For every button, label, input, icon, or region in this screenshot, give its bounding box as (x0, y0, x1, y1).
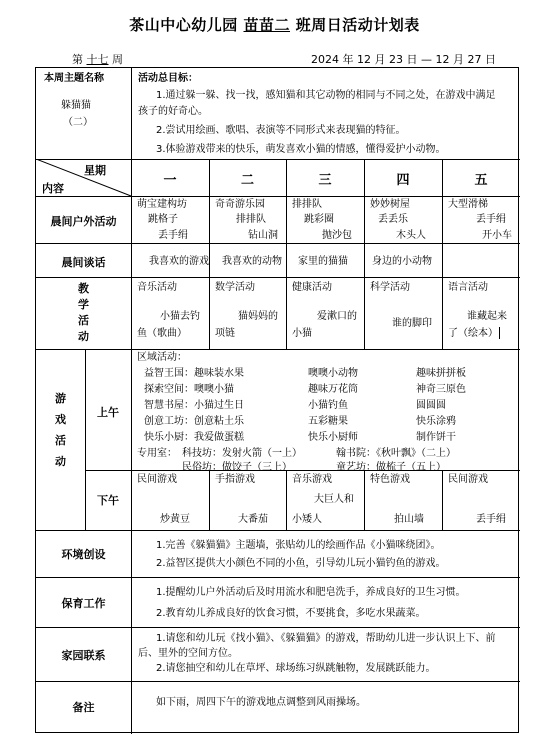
weekday-label: 星期 (84, 164, 106, 177)
morning-talk-label: 晨间谈话 (61, 256, 106, 269)
date-start: 2024 年 12 月 23 日 (311, 53, 418, 66)
outdoor-mon-game: 丢手绢 (158, 230, 188, 241)
outdoor-thu-game: 丢丢乐 (378, 214, 408, 225)
area-row-3-c: 圆圆圆 (416, 400, 446, 411)
care-label: 保育工作 (61, 597, 106, 610)
plan-table (35, 67, 519, 733)
area-row-5-c: 制作饼干 (416, 432, 456, 443)
theme-label: 本周主题名称 (44, 73, 104, 84)
area-row-2-a: 探索空间：噢噢小猫 (144, 384, 234, 395)
teaching-label-4: 动 (78, 330, 89, 343)
day-thu: 四 (396, 173, 410, 188)
week-prefix: 第 (72, 53, 87, 66)
teaching-fri-topic: 谁藏起来 (467, 311, 507, 322)
teaching-mon-topic: 鱼（歌曲） (137, 328, 187, 339)
outdoor-tue-game: 排排队 (236, 214, 266, 225)
area-row-1-a: 益智王国：趣味装水果 (144, 368, 244, 379)
pm-thu-game: 拍山墙 (394, 514, 424, 525)
teaching-tue-topic: 猫妈妈的 (238, 311, 278, 322)
title-suffix: 班周日活动计划表 (290, 16, 420, 34)
family-item: 1.请您和幼儿玩《找小猫》、《躲猫猫》的游戏，帮助幼儿进一步认识上下、前 (156, 633, 496, 644)
care-item: 2.教育幼儿养成良好的饮食习惯，不要挑食，多吃水果蔬菜。 (156, 608, 426, 619)
teaching-wed-topic: 爱漱口的 (317, 311, 357, 322)
day-fri: 五 (474, 173, 488, 188)
pm-tue-type: 手指游戏 (215, 474, 255, 485)
teaching-fri-topic: 了（绘本） (448, 328, 498, 339)
outdoor-thu-area: 妙妙树屋 (370, 199, 410, 210)
date-range (311, 51, 496, 67)
teaching-wed-topic: 小猫 (292, 328, 312, 339)
goals-label: 活动总目标： (138, 73, 198, 84)
area-row-1-c: 趣味拼拼板 (416, 368, 466, 379)
pm-label: 下午 (97, 494, 119, 507)
goal-item: 孩子的好奇心。 (138, 106, 208, 117)
area-row-5-a: 快乐小厨：我爱做蛋糕 (144, 432, 244, 443)
outdoor-fri-area: 大型滑梯 (448, 199, 488, 210)
games-label-2: 戏 (55, 413, 66, 426)
pm-thu-type: 特色游戏 (370, 474, 410, 485)
environment-item: 2.益智区提供大小颜色不同的小鱼，引导幼儿玩小猫钓鱼的游戏。 (156, 558, 446, 569)
outdoor-mon-game: 跳格子 (148, 214, 178, 225)
outdoor-wed-game: 抛沙包 (322, 230, 352, 241)
day-wed: 三 (318, 173, 332, 188)
talk-topic: 家里的猫猫 (298, 256, 348, 267)
special-room-2-b: 童艺坊：做梳子（五上） (336, 462, 446, 473)
pm-wed-game: 小矮人 (292, 514, 322, 525)
day-mon: 一 (163, 173, 177, 188)
talk-topic: 我喜欢的动物 (222, 256, 282, 267)
special-room-1-a: 科技坊：发射火箭（一上） (182, 448, 302, 459)
am-label: 上午 (97, 406, 119, 419)
family-item: 后、里外的空间方位。 (138, 648, 238, 659)
care-item: 1.提醒幼儿户外活动后及时用流水和肥皂洗手，养成良好的卫生习惯。 (156, 587, 466, 598)
outdoor-mon-area: 萌宝建构坊 (137, 199, 187, 210)
teaching-label-1: 教 (78, 282, 89, 295)
area-row-2-c: 神奇三原色 (416, 384, 466, 395)
environment-item: 1.完善《躲猫猫》主题墙，张贴幼儿的绘画作品《小猫咪绕团》。 (156, 540, 441, 551)
area-row-1-b: 噢噢小动物 (308, 368, 358, 379)
teaching-thu-subject: 科学活动 (370, 282, 410, 293)
pm-mon-game: 炒黄豆 (160, 514, 190, 525)
area-row-5-b: 快乐小厨师 (308, 432, 358, 443)
environment-label: 环境创设 (61, 548, 106, 561)
week-value: 十七 (86, 53, 109, 66)
area-row-4-c: 快乐涂鸦 (416, 416, 456, 427)
pm-wed-type: 音乐游戏 (292, 474, 332, 485)
teaching-label-3: 活 (78, 314, 89, 327)
goal-item: 2.尝试用绘画、歌唱、表演等不同形式来表现猫的特征。 (156, 125, 406, 136)
games-label-3: 活 (55, 434, 66, 447)
teaching-mon-topic: 小猫去钓 (160, 311, 200, 322)
outdoor-tue-game: 钻山洞 (248, 230, 278, 241)
area-row-4-a: 创意工坊：创意粘土乐 (144, 416, 244, 427)
pm-mon-type: 民间游戏 (137, 474, 177, 485)
talk-topic: 身边的小动物 (372, 256, 432, 267)
teaching-wed-subject: 健康活动 (292, 282, 332, 293)
area-row-3-b: 小猫钓鱼 (308, 400, 348, 411)
area-row-2-b: 趣味万花筒 (308, 384, 358, 395)
week-suffix: 周 (108, 53, 123, 66)
family-item: 2.请您抽空和幼儿在草坪、球场练习纵跳触物，发展跳跃能力。 (156, 663, 436, 674)
morning-outdoor-label: 晨间户外活动 (50, 215, 117, 228)
outdoor-thu-game: 木头人 (396, 230, 426, 241)
teaching-fri-subject: 语言活动 (448, 282, 488, 293)
date-end: 12 月 27 日 (435, 53, 496, 66)
teaching-thu-topic: 谁的脚印 (392, 318, 432, 329)
teaching-mon-subject: 音乐活动 (137, 282, 177, 293)
theme-name-part: （二） (63, 117, 93, 128)
games-label-1: 游 (55, 392, 66, 405)
special-room-1-b: 翰书院：《秋叶飘》（二上） (336, 448, 456, 459)
teaching-tue-subject: 数学活动 (215, 282, 255, 293)
week-number (72, 51, 123, 67)
area-activity-label: 区域活动： (137, 352, 187, 363)
day-tue: 二 (240, 173, 254, 188)
content-label: 内容 (42, 182, 64, 195)
special-room-2-a: 民俗坊：做饺子（三上） (182, 462, 292, 473)
pm-fri-game: 丢手绢 (476, 514, 506, 525)
area-row-4-b: 五彩糖果 (308, 416, 348, 427)
teaching-tue-topic: 项链 (215, 328, 235, 339)
goal-item: 3.体验游戏带来的快乐，萌发喜欢小猫的情感，懂得爱护小动物。 (156, 144, 446, 155)
area-row-3-a: 智慧书屋：小猫过生日 (144, 400, 244, 411)
teaching-fri-topic-line (448, 326, 500, 341)
outdoor-wed-area: 排排队 (292, 199, 322, 210)
date-sep: — (417, 53, 436, 66)
page-title (0, 14, 549, 35)
outdoor-fri-game: 开小车 (482, 230, 512, 241)
talk-topic: 我喜欢的游戏 (149, 256, 209, 267)
week-line (0, 51, 549, 67)
pm-tue-game: 大番茄 (238, 514, 268, 525)
teaching-label-2: 学 (78, 298, 89, 311)
goal-item: 1.通过躲一躲、找一找，感知猫和其它动物的相同与不同之处，在游戏中满足 (156, 90, 496, 101)
title-prefix: 茶山中心幼儿园 (129, 16, 244, 34)
remark-text: 如下雨，周四下午的游戏地点调整到风雨操场。 (156, 697, 366, 708)
pm-fri-type: 民间游戏 (448, 474, 488, 485)
theme-name: 躲猫猫 (61, 100, 91, 111)
remark-label: 备注 (72, 701, 95, 714)
outdoor-wed-game: 跳彩圈 (304, 214, 334, 225)
outdoor-fri-game: 丢手绢 (476, 214, 506, 225)
outdoor-tue-area: 奇奇游乐园 (215, 199, 265, 210)
special-room-label: 专用室： (137, 448, 177, 459)
family-label: 家园联系 (61, 649, 106, 662)
pm-wed-game: 大巨人和 (314, 494, 354, 505)
text-cursor (499, 327, 500, 339)
class-name: 苗苗二 (243, 16, 290, 34)
games-label-4: 动 (55, 455, 66, 468)
